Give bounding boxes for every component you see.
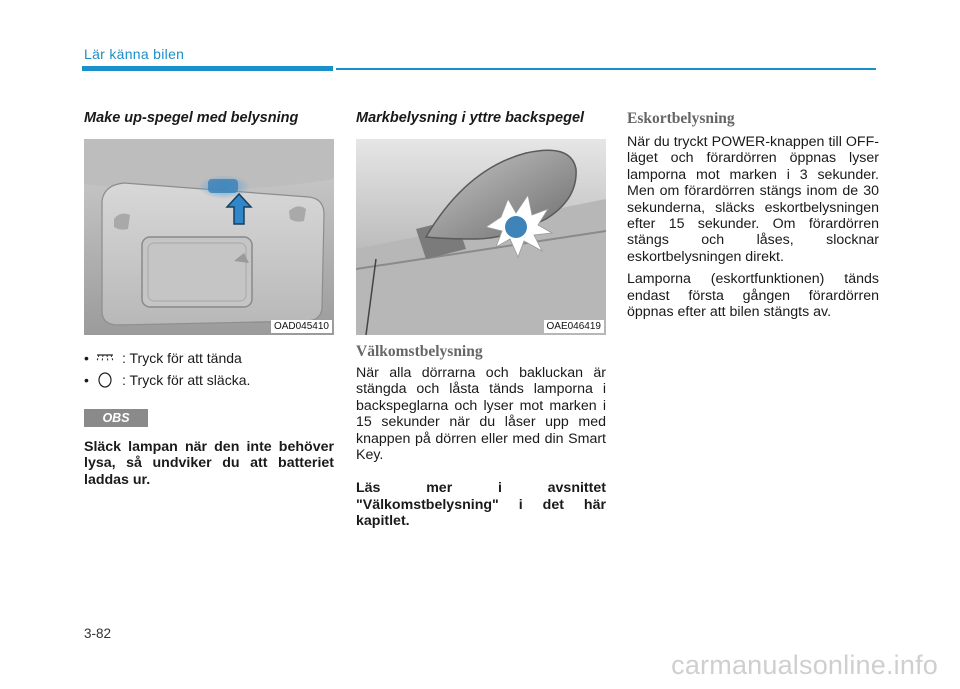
figure-code: OAD045410 — [271, 320, 332, 333]
figure-code: OAE046419 — [544, 320, 605, 333]
side-mirror-figure — [356, 139, 606, 335]
header-rule — [336, 68, 876, 70]
bullet-dot: • — [84, 350, 89, 366]
bullet-text: : Tryck för att tända — [122, 350, 242, 366]
header-bar — [82, 66, 333, 71]
heading-vanity-mirror: Make up-spegel med belysning — [84, 110, 299, 126]
column-vanity-mirror — [84, 108, 334, 488]
section-title: Lär känna bilen — [84, 46, 185, 62]
lamp-on-icon — [94, 349, 116, 367]
note-text: Släck lampan när den inte behöver lysa, så undviker du att batteriet laddas ur. — [84, 439, 334, 488]
column-puddle-lamp — [356, 108, 606, 530]
reference-text: Läs mer i avsnittet "Välkomstbelysning" i det här kapitlet. — [356, 480, 606, 530]
bullet-text: : Tryck för att släcka. — [122, 372, 251, 388]
bullet-item-off — [84, 369, 334, 391]
bullet-item-on — [84, 347, 334, 369]
heading-escort-light: Eskortbelysning — [627, 110, 735, 127]
heading-puddle-lamp: Markbelysning i yttre backspegel — [356, 110, 585, 126]
bullet-dot: • — [84, 372, 89, 388]
welcome-light-text: När alla dörrarna och bakluckan är stängda och låsta tänds lamporna i backspeglarna och lyser mot marken i 15 sekunder när du låser upp med knappen på dörren eller med din Smart Key. — [356, 365, 606, 464]
escort-light-text-1: När du tryckt POWER-knappen till OFF-läget och förardörren öppnas lyser lamporna mot marken i 3 sekunder. Men om förardörren stängs inom de 30 sekunderna, släcks eskortbelysningen efter 15 sekunder. Om förardörren stängs och låses, slocknar eskortbelysningen direkt. — [627, 134, 879, 265]
subheading-welcome-light: Välkomstbelysning — [356, 343, 483, 360]
side-mirror-illustration — [356, 139, 606, 335]
column-escort-light — [627, 108, 879, 320]
vanity-mirror-figure — [84, 139, 334, 335]
note-badge: OBS — [84, 409, 148, 427]
watermark: carmanualsonline.info — [671, 650, 938, 680]
sun-visor-illustration — [84, 139, 334, 335]
lamp-off-icon — [94, 371, 116, 389]
page-number: 3-82 — [84, 626, 112, 641]
escort-light-text-2: Lamporna (eskortfunktionen) tänds endast första gången förardörren öppnas efter att bilen stängts av. — [627, 271, 879, 321]
